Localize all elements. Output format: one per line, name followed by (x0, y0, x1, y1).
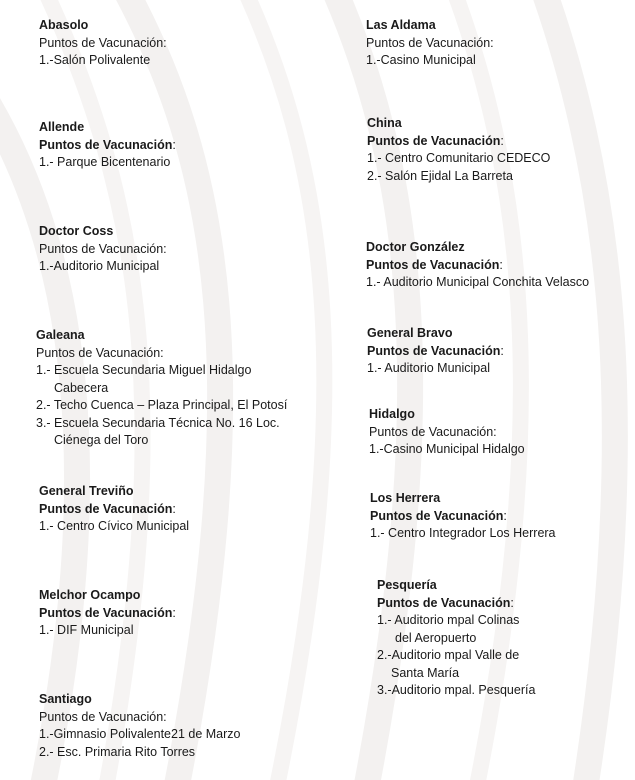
vaccination-points-label: Puntos de Vacunación: (36, 345, 164, 360)
municipality-name: Galeana (36, 328, 85, 342)
municipality-name: Doctor González (366, 240, 465, 254)
vaccination-points-label: Puntos de Vacunación: (39, 35, 167, 50)
vaccination-points-label: Puntos de Vacunación: (367, 133, 504, 148)
vaccination-points-label: Puntos de Vacunación: (39, 709, 167, 724)
location-item: 2.- Esc. Primaria Rito Torres (39, 744, 196, 759)
municipality-name: Hidalgo (369, 407, 415, 421)
location-item: 3.- Escuela Secundaria Técnica No. 16 Loc. (36, 415, 280, 430)
municipality-name: Pesquería (377, 578, 437, 592)
location-item-continuation: Santa María (391, 665, 460, 680)
vaccination-points-label: Puntos de Vacunación: (367, 343, 504, 358)
location-item: 1.- DIF Municipal (39, 623, 134, 637)
location-item: 1.- Auditorio Municipal Conchita Velasco (366, 275, 590, 289)
entry-allende (39, 119, 176, 172)
entry-doctor-gonzalez (366, 239, 589, 292)
municipality-name: Melchor Ocampo (39, 588, 141, 602)
location-item: 1.- Centro Cívico Municipal (39, 519, 190, 533)
location-item-continuation: del Aeropuerto (395, 630, 477, 645)
entry-abasolo (39, 17, 167, 70)
entry-pesqueria (377, 577, 535, 700)
vaccination-points-label: Puntos de Vacunación: (39, 241, 167, 256)
location-item: 1.- Centro Integrador Los Herrera (370, 526, 556, 540)
municipality-name: General Bravo (367, 326, 453, 340)
municipality-name: Doctor Coss (39, 224, 114, 238)
vaccination-points-label: Puntos de Vacunación: (366, 35, 494, 50)
entry-galeana (36, 327, 287, 450)
entry-general-trevino (39, 483, 189, 536)
location-item: 1.-Auditorio Municipal (39, 259, 160, 273)
vaccination-points-label: Puntos de Vacunación: (377, 595, 514, 610)
location-item-continuation: Cabecera (54, 380, 109, 395)
municipality-name: Los Herrera (370, 491, 441, 505)
vaccination-points-label: Puntos de Vacunación: (39, 137, 176, 152)
location-item: 1.- Centro Comunitario CEDECO (367, 151, 551, 165)
location-item: 1.- Auditorio Municipal (367, 361, 490, 375)
entry-melchor-ocampo (39, 587, 176, 640)
entry-hidalgo (369, 406, 525, 459)
entry-las-aldama (366, 17, 494, 70)
entry-santiago (39, 691, 241, 761)
vaccination-points-label: Puntos de Vacunación: (39, 605, 176, 620)
location-item: 2.-Auditorio mpal Valle de (377, 648, 520, 662)
location-item: 1.-Gimnasio Polivalente21 de Marzo (39, 727, 241, 741)
location-item: 1.-Salón Polivalente (39, 53, 151, 67)
location-item: 1.-Casino Municipal Hidalgo (369, 442, 525, 456)
vaccination-points-label: Puntos de Vacunación: (366, 257, 503, 272)
entry-los-herrera (370, 490, 556, 543)
municipality-name: General Treviño (39, 484, 134, 498)
entry-china (367, 115, 550, 185)
entry-general-bravo (367, 325, 504, 378)
municipality-name: Las Aldama (366, 18, 436, 32)
vaccination-points-label: Puntos de Vacunación: (370, 508, 507, 523)
location-item: 2.- Techo Cuenca – Plaza Principal, El Potosí (36, 398, 288, 412)
municipality-name: China (367, 116, 402, 130)
vaccination-points-label: Puntos de Vacunación: (369, 424, 497, 439)
entry-doctor-coss (39, 223, 167, 276)
location-item: 1.-Casino Municipal (366, 53, 476, 67)
municipality-name: Allende (39, 120, 85, 134)
location-item: 1.- Escuela Secundaria Miguel Hidalgo (36, 363, 252, 377)
location-item: 2.- Salón Ejidal La Barreta (367, 168, 513, 183)
vaccination-points-label: Puntos de Vacunación: (39, 501, 176, 516)
location-item-continuation: Ciénega del Toro (54, 433, 149, 447)
location-item: 1.- Parque Bicentenario (39, 155, 171, 169)
municipality-name: Santiago (39, 692, 92, 706)
location-item: 3.-Auditorio mpal. Pesquería (377, 683, 536, 697)
location-item: 1.- Auditorio mpal Colinas (377, 613, 520, 627)
municipality-name: Abasolo (39, 18, 89, 32)
